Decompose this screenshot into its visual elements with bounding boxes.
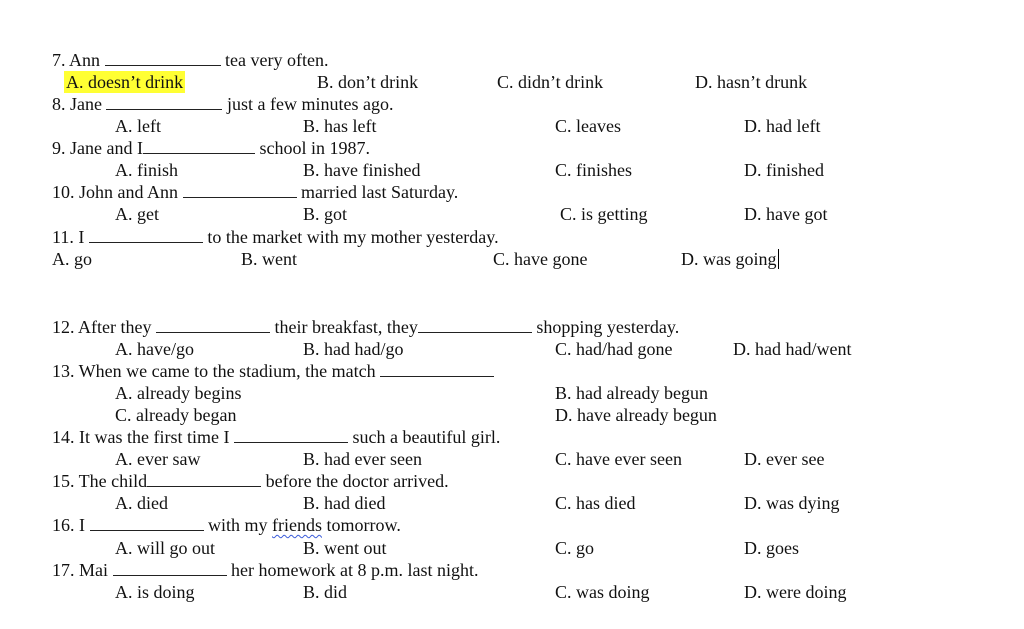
option-17b: B. did (303, 582, 348, 602)
option-12c: C. had/had gone (555, 339, 673, 359)
option-11d (681, 248, 779, 270)
question-8 (52, 93, 393, 115)
option-13c: C. already began (115, 405, 237, 425)
answer-blank (90, 515, 204, 531)
question-10-stem: 10. John and Ann (52, 182, 178, 202)
option-7c: C. didn’t drink (497, 72, 604, 92)
option-7d: D. hasn’t drunk (695, 72, 808, 92)
option-16a: A. will go out (115, 538, 216, 558)
option-13b: B. had already begun (555, 383, 708, 403)
option-15d: D. was dying (744, 493, 840, 513)
question-11-stem: 11. I (52, 227, 85, 247)
option-9c: C. finishes (555, 160, 633, 180)
question-9-tail: school in 1987. (259, 138, 370, 158)
option-12a: A. have/go (115, 339, 194, 359)
option-11a: A. go (52, 249, 92, 269)
option-9d: D. finished (744, 160, 824, 180)
question-12 (52, 316, 679, 338)
question-10 (52, 181, 458, 203)
option-16d: D. goes (744, 538, 799, 558)
option-7a-highlighted: A. doesn’t drink (66, 72, 184, 92)
answer-blank (380, 361, 494, 377)
question-12-tail: shopping yesterday. (536, 317, 680, 337)
option-10c: C. is getting (560, 204, 648, 224)
option-8d: D. had left (744, 116, 821, 136)
question-12-stem: 12. After they (52, 317, 152, 337)
answer-blank-2 (418, 317, 532, 333)
option-8c: C. leaves (555, 116, 621, 136)
option-10a: A. get (115, 204, 159, 224)
question-9 (52, 137, 370, 159)
question-10-tail: married last Saturday. (301, 182, 459, 202)
question-16-stem: 16. I (52, 515, 85, 535)
question-17-tail: her homework at 8 p.m. last night. (231, 560, 479, 580)
option-15c: C. has died (555, 493, 636, 513)
answer-blank (106, 94, 222, 110)
option-12b: B. had had/go (303, 339, 404, 359)
answer-blank-1 (156, 317, 270, 333)
question-17-stem: 17. Mai (52, 560, 108, 580)
option-14c: C. have ever seen (555, 449, 682, 469)
question-16-tail-2: tomorrow. (326, 515, 401, 535)
question-7 (52, 49, 328, 71)
option-10b: B. got (303, 204, 348, 224)
question-15-stem: 15. The child (52, 471, 148, 491)
option-17d: D. were doing (744, 582, 847, 602)
spellcheck-word-friends: friends (272, 515, 322, 535)
question-11 (52, 226, 499, 248)
question-16-tail-1: with my (208, 515, 268, 535)
option-14b: B. had ever seen (303, 449, 422, 469)
answer-blank (143, 138, 255, 154)
option-16b: B. went out (303, 538, 387, 558)
option-17c: C. was doing (555, 582, 650, 602)
question-13 (52, 360, 494, 382)
option-17a: A. is doing (115, 582, 195, 602)
question-8-stem: 8. Jane (52, 94, 102, 114)
option-11d-text: D. was going (681, 249, 777, 269)
question-11-tail: to the market with my mother yesterday. (207, 227, 499, 247)
option-15a: A. died (115, 493, 168, 513)
question-14 (52, 426, 500, 448)
answer-blank (113, 560, 227, 576)
option-8a: A. left (115, 116, 161, 136)
answer-blank (105, 50, 221, 66)
option-9a: A. finish (115, 160, 178, 180)
option-13d: D. have already begun (555, 405, 717, 425)
answer-blank (183, 182, 297, 198)
option-7b: B. don’t drink (317, 72, 419, 92)
question-12-mid: their breakfast, they (274, 317, 418, 337)
question-16 (52, 514, 401, 536)
option-8b: B. has left (303, 116, 377, 136)
option-11c: C. have gone (493, 249, 588, 269)
question-14-tail: such a beautiful girl. (352, 427, 501, 447)
question-13-stem: 13. When we came to the stadium, the match (52, 361, 376, 381)
option-13a: A. already begins (115, 383, 242, 403)
option-10d: D. have got (744, 204, 828, 224)
question-7-stem: 7. Ann (52, 50, 101, 70)
question-8-tail: just a few minutes ago. (226, 94, 394, 114)
question-15 (52, 470, 449, 492)
option-15b: B. had died (303, 493, 386, 513)
question-17 (52, 559, 478, 581)
answer-blank (89, 227, 203, 243)
answer-blank (147, 471, 261, 487)
option-14a: A. ever saw (115, 449, 201, 469)
question-7-tail: tea very often. (225, 50, 329, 70)
option-16c: C. go (555, 538, 595, 558)
question-9-stem: 9. Jane and I (52, 138, 143, 158)
question-14-stem: 14. It was the first time I (52, 427, 230, 447)
option-9b: B. have finished (303, 160, 421, 180)
option-14d: D. ever see (744, 449, 825, 469)
answer-blank (234, 427, 348, 443)
text-cursor (778, 249, 779, 269)
option-11b: B. went (241, 249, 297, 269)
option-12d: D. had had/went (733, 339, 852, 359)
question-15-tail: before the doctor arrived. (265, 471, 449, 491)
